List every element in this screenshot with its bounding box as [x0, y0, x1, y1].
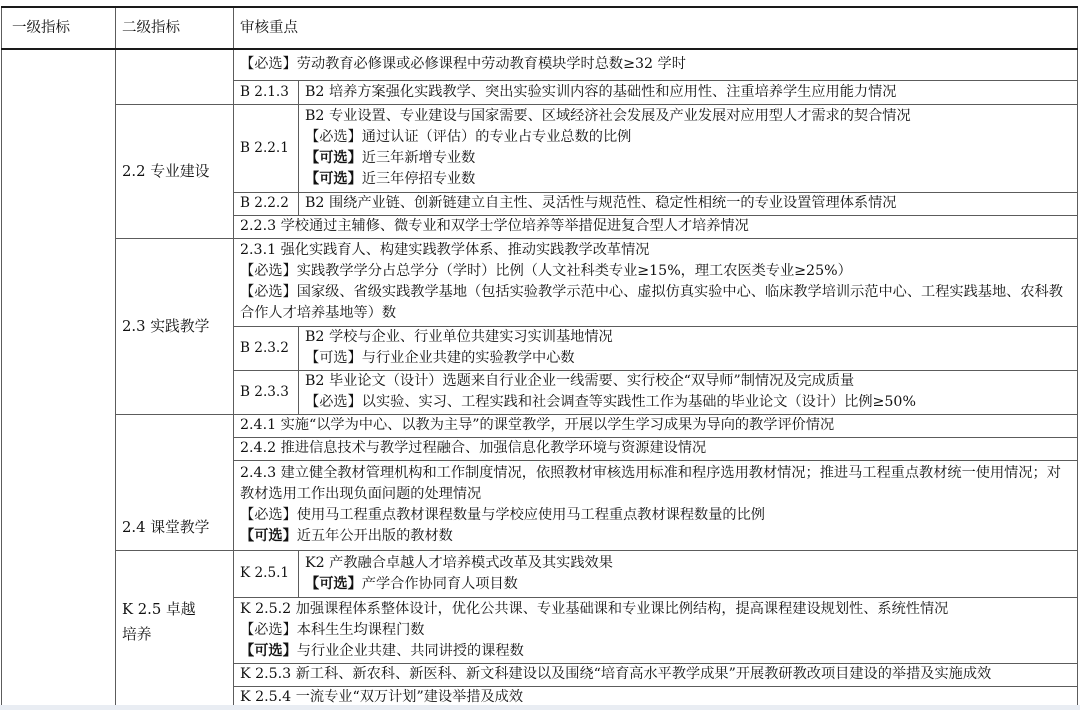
level2-name-2-2: 2.2 专业建设 — [116, 104, 234, 238]
code-b-2-3-3: B 2.3.3 — [234, 370, 299, 414]
optional-text: 近三年新增专业数 — [361, 150, 476, 166]
optional-line — [305, 169, 1071, 190]
table-cell — [299, 192, 1078, 215]
table-cell — [234, 663, 1078, 686]
level2-name-2-5-line1: K 2.5 卓越 — [122, 600, 196, 618]
item-2-4-1: 2.4.1 实施“以学为中心、以教为主导”的课堂教学，开展以学生学习成果为导向的教学评价情况 — [240, 417, 835, 433]
item-2-3-1: 2.3.1 强化实践育人、构建实践教学体系、推动实践教学改革情况 — [240, 242, 650, 258]
level1-cell — [2, 49, 116, 709]
optional-tag: 【可选】 — [240, 528, 297, 544]
item-b-2-3-3: B2 毕业论文（设计）选题来自行业企业一线需要、实行校企“双导师”制情况及完成质量 — [305, 373, 855, 389]
table-cell — [299, 370, 1078, 414]
table-row — [2, 238, 1078, 326]
table-row — [2, 414, 1078, 437]
item-b-2-2-1: B2 专业设置、专业建设与国家需要、区域经济社会发展及产业发展对应用型人才需求的契合情况 — [305, 108, 911, 124]
item-2-4-2: 2.4.2 推进信息技术与教学过程融合、加强信息化教学环境与资源建设情况 — [240, 440, 707, 456]
header-level1: 一级指标 — [2, 7, 116, 49]
required-line: 【必选】以实验、实习、工程实践和社会调查等实践性工作为基础的毕业论文（设计）比例≥50% — [305, 394, 916, 410]
optional-text: 与行业企业共建的实验教学中心数 — [361, 350, 575, 366]
item-k-2-5-4: K 2.5.4 一流专业“双万计划”建设举措及成效 — [240, 689, 524, 705]
item-2-2-3: 2.2.3 学校通过主辅修、微专业和双学士学位培养等举措促进复合型人才培养情况 — [240, 218, 749, 234]
item-k-2-5-3: K 2.5.3 新工科、新农科、新医科、新文科建设以及围绕“培育高水平教学成果”开展教研教改项目建设的举措及实施成效 — [240, 666, 992, 682]
table-cell — [299, 80, 1078, 104]
table-cell — [234, 215, 1078, 238]
item-b-2-2-2: B2 围绕产业链、创新链建立自主性、灵活性与规范性、稳定性相统一的专业设置管理体系情况 — [305, 195, 897, 211]
item-k-2-5-1: K2 产教融合卓越人才培养模式改革及其实践效果 — [305, 554, 613, 571]
item-k-2-5-2: K 2.5.2 加强课程体系整体设计，优化公共课、专业基础课和专业课比例结构，提高课程建设规划性、系统性情况 — [240, 600, 949, 617]
optional-tag: 【可选】 — [305, 575, 362, 592]
item-b-2-3-2: B2 学校与企业、行业单位共建实习实训基地情况 — [305, 329, 613, 345]
level2-name-2-5 — [116, 550, 234, 709]
table-row — [2, 104, 1078, 192]
level2-cell-2-1 — [116, 49, 234, 104]
header-level2: 二级指标 — [116, 7, 234, 49]
header-focus: 审核重点 — [234, 7, 1078, 49]
optional-line — [305, 574, 1071, 595]
optional-line — [240, 641, 1071, 662]
code-k-2-5-1: K 2.5.1 — [234, 550, 299, 597]
optional-text: 近五年公开出版的教材数 — [296, 528, 453, 544]
table-cell — [234, 49, 1078, 80]
page-bottom-band — [0, 705, 1080, 710]
level2-name-2-5-line2: 培养 — [122, 625, 152, 643]
table-cell — [234, 238, 1078, 326]
table-cell — [299, 550, 1078, 597]
audit-indicator-table — [1, 6, 1078, 710]
code-b-2-2-2: B 2.2.2 — [234, 192, 299, 215]
table-cell — [299, 326, 1078, 370]
table-cell — [234, 437, 1078, 460]
required-line: 【必选】本科生生均课程门数 — [240, 621, 425, 638]
item-b-2-1-3: B2 培养方案强化实践教学、突出实验实训内容的基础性和应用性、注重培养学生应用能力情况 — [305, 83, 897, 100]
table-cell — [299, 104, 1078, 192]
table-cell — [234, 414, 1078, 437]
table-header-row — [2, 7, 1078, 49]
table-cell — [234, 597, 1078, 663]
table-row — [2, 550, 1078, 597]
optional-text: 近三年停招专业数 — [361, 171, 476, 187]
code-b-2-1-3: B 2.1.3 — [234, 80, 299, 104]
optional-tag: 【可选】 — [305, 350, 362, 366]
level2-name-2-4: 2.4 课堂教学 — [116, 414, 234, 550]
optional-tag: 【可选】 — [305, 171, 362, 187]
required-line: 【必选】实践教学学分占总学分（学时）比例（人文社科类专业≥15%，理工农医类专业≥25%） — [240, 263, 852, 279]
required-line: 【必选】国家级、省级实践教学基地（包括实验教学示范中心、虚拟仿真实验中心、临床教学培训示范中心、工程实践基地、农科教合作人才培养基地等）数 — [240, 284, 1063, 321]
level2-name-2-3: 2.3 实践教学 — [116, 238, 234, 414]
optional-line — [305, 348, 1071, 369]
labor-education-required: 【必选】劳动教育必修课或必修课程中劳动教育模块学时总数≥32 学时 — [240, 56, 686, 73]
code-b-2-3-2: B 2.3.2 — [234, 326, 299, 370]
table-row — [2, 49, 1078, 80]
code-b-2-2-1: B 2.2.1 — [234, 104, 299, 192]
required-text: 通过认证（评估）的专业占专业总数的比例 — [361, 129, 632, 145]
optional-tag: 【可选】 — [305, 150, 362, 166]
optional-text: 与行业企业共建、共同讲授的课程数 — [296, 642, 524, 659]
optional-line — [305, 148, 1071, 169]
optional-text: 产学合作协同育人项目数 — [361, 575, 518, 592]
optional-tag: 【可选】 — [240, 642, 297, 659]
required-line: 【必选】使用马工程重点教材课程数量与学校应使用马工程重点教材课程数量的比例 — [240, 507, 765, 523]
optional-line — [240, 526, 1071, 547]
table-cell — [234, 460, 1078, 550]
item-2-4-3: 2.4.3 建立健全教材管理机构和工作制度情况，依照教材审核选用标准和程序选用教材情况；推进马工程重点教材统一使用情况；对教材选用工作出现负面问题的处理情况 — [240, 465, 1061, 502]
required-tag: 【必选】 — [305, 129, 362, 145]
required-line — [305, 127, 1071, 148]
